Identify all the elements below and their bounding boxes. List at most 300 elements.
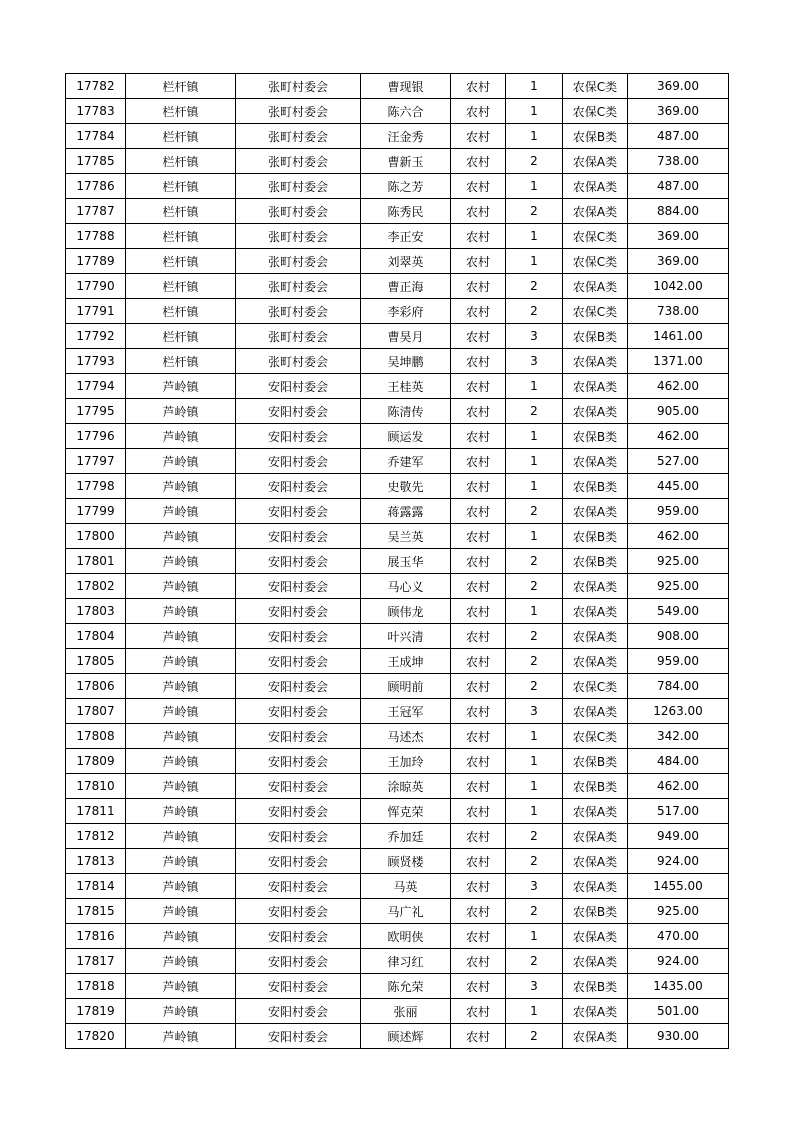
table-cell: 1 — [506, 999, 563, 1024]
table-cell: 924.00 — [628, 849, 729, 874]
table-cell: 342.00 — [628, 724, 729, 749]
table-row — [66, 149, 729, 174]
table-cell: 884.00 — [628, 199, 729, 224]
table-cell: 李彩府 — [361, 299, 451, 324]
table-row — [66, 124, 729, 149]
table-cell: 农村 — [451, 924, 506, 949]
table-row — [66, 749, 729, 774]
table-cell: 农村 — [451, 799, 506, 824]
table-cell: 924.00 — [628, 949, 729, 974]
table-cell: 欧明侠 — [361, 924, 451, 949]
table-cell: 17812 — [66, 824, 126, 849]
table-cell: 安阳村委会 — [236, 724, 361, 749]
table-cell: 安阳村委会 — [236, 424, 361, 449]
table-cell: 农保A类 — [563, 149, 628, 174]
table-cell: 栏杆镇 — [126, 249, 236, 274]
table-cell: 栏杆镇 — [126, 174, 236, 199]
table-cell: 2 — [506, 574, 563, 599]
table-cell: 栏杆镇 — [126, 324, 236, 349]
table-cell: 1 — [506, 224, 563, 249]
table-cell: 1 — [506, 724, 563, 749]
table-cell: 芦岭镇 — [126, 774, 236, 799]
table-cell: 顾运发 — [361, 424, 451, 449]
table-cell: 恽克荣 — [361, 799, 451, 824]
table-cell: 17809 — [66, 749, 126, 774]
table-cell: 叶兴清 — [361, 624, 451, 649]
table-cell: 369.00 — [628, 249, 729, 274]
table-cell: 527.00 — [628, 449, 729, 474]
table-cell: 顾述辉 — [361, 1024, 451, 1049]
table-cell: 安阳村委会 — [236, 499, 361, 524]
table-cell: 史敬先 — [361, 474, 451, 499]
table-cell: 安阳村委会 — [236, 574, 361, 599]
table-cell: 芦岭镇 — [126, 449, 236, 474]
table-row — [66, 599, 729, 624]
table-cell: 安阳村委会 — [236, 949, 361, 974]
table-cell: 农村 — [451, 649, 506, 674]
table-row — [66, 899, 729, 924]
table-cell: 安阳村委会 — [236, 599, 361, 624]
table-cell: 农保C类 — [563, 74, 628, 99]
table-cell: 农保B类 — [563, 324, 628, 349]
table-cell: 905.00 — [628, 399, 729, 424]
table-cell: 470.00 — [628, 924, 729, 949]
table-cell: 农保B类 — [563, 549, 628, 574]
table-cell: 安阳村委会 — [236, 624, 361, 649]
table-cell: 1 — [506, 799, 563, 824]
table-cell: 17799 — [66, 499, 126, 524]
table-cell: 栏杆镇 — [126, 74, 236, 99]
table-cell: 3 — [506, 699, 563, 724]
table-cell: 农村 — [451, 174, 506, 199]
table-cell: 17795 — [66, 399, 126, 424]
table-cell: 1 — [506, 374, 563, 399]
table-cell: 农保A类 — [563, 449, 628, 474]
table-cell: 农村 — [451, 574, 506, 599]
table-cell: 17807 — [66, 699, 126, 724]
table-cell: 张町村委会 — [236, 124, 361, 149]
table-row — [66, 849, 729, 874]
table-cell: 陈清传 — [361, 399, 451, 424]
table-cell: 张町村委会 — [236, 299, 361, 324]
table-cell: 17790 — [66, 274, 126, 299]
table-cell: 784.00 — [628, 674, 729, 699]
table-cell: 17789 — [66, 249, 126, 274]
table-cell: 芦岭镇 — [126, 799, 236, 824]
table-row — [66, 374, 729, 399]
table-cell: 1263.00 — [628, 699, 729, 724]
table-row — [66, 399, 729, 424]
table-cell: 农保B类 — [563, 524, 628, 549]
table-cell: 农保A类 — [563, 849, 628, 874]
table-cell: 农村 — [451, 424, 506, 449]
table-cell: 栏杆镇 — [126, 224, 236, 249]
table-cell: 安阳村委会 — [236, 674, 361, 699]
table-cell: 汪金秀 — [361, 124, 451, 149]
table-cell: 17820 — [66, 1024, 126, 1049]
table-row — [66, 949, 729, 974]
table-cell: 农保C类 — [563, 674, 628, 699]
table-cell: 549.00 — [628, 599, 729, 624]
table-cell: 农村 — [451, 724, 506, 749]
table-cell: 农保A类 — [563, 174, 628, 199]
table-cell: 1 — [506, 74, 563, 99]
table-cell: 农保C类 — [563, 99, 628, 124]
table-cell: 陈允荣 — [361, 974, 451, 999]
table-cell: 安阳村委会 — [236, 474, 361, 499]
table-row — [66, 674, 729, 699]
table-cell: 栏杆镇 — [126, 99, 236, 124]
table-cell: 农保B类 — [563, 749, 628, 774]
table-cell: 芦岭镇 — [126, 824, 236, 849]
table-cell: 农村 — [451, 549, 506, 574]
table-cell: 张丽 — [361, 999, 451, 1024]
table-cell: 487.00 — [628, 124, 729, 149]
table-cell: 农保A类 — [563, 624, 628, 649]
table-row — [66, 874, 729, 899]
table-cell: 3 — [506, 349, 563, 374]
table-row — [66, 549, 729, 574]
table-cell: 2 — [506, 849, 563, 874]
table-cell: 农保A类 — [563, 874, 628, 899]
table-cell: 925.00 — [628, 899, 729, 924]
table-row — [66, 974, 729, 999]
table-cell: 芦岭镇 — [126, 599, 236, 624]
table-row — [66, 274, 729, 299]
table-cell: 王桂英 — [361, 374, 451, 399]
table-cell: 农村 — [451, 99, 506, 124]
table-cell: 949.00 — [628, 824, 729, 849]
table-cell: 农村 — [451, 349, 506, 374]
table-cell: 农村 — [451, 824, 506, 849]
table-cell: 栏杆镇 — [126, 299, 236, 324]
table-cell: 律习红 — [361, 949, 451, 974]
table-cell: 1455.00 — [628, 874, 729, 899]
table-cell: 芦岭镇 — [126, 624, 236, 649]
table-cell: 17805 — [66, 649, 126, 674]
table-cell: 芦岭镇 — [126, 374, 236, 399]
table-cell: 展玉华 — [361, 549, 451, 574]
table-cell: 930.00 — [628, 1024, 729, 1049]
table-cell: 马广礼 — [361, 899, 451, 924]
table-row — [66, 1024, 729, 1049]
table-cell: 曹现银 — [361, 74, 451, 99]
table-cell: 芦岭镇 — [126, 424, 236, 449]
table-cell: 芦岭镇 — [126, 999, 236, 1024]
table-cell: 农保A类 — [563, 649, 628, 674]
table-cell: 2 — [506, 274, 563, 299]
table-cell: 2 — [506, 299, 563, 324]
table-cell: 17801 — [66, 549, 126, 574]
table-cell: 安阳村委会 — [236, 849, 361, 874]
table-row — [66, 99, 729, 124]
table-cell: 农保B类 — [563, 474, 628, 499]
table-cell: 3 — [506, 974, 563, 999]
table-row — [66, 574, 729, 599]
table-row — [66, 299, 729, 324]
table-cell: 芦岭镇 — [126, 699, 236, 724]
table-cell: 农村 — [451, 224, 506, 249]
table-cell: 2 — [506, 899, 563, 924]
table-cell: 17797 — [66, 449, 126, 474]
table-row — [66, 799, 729, 824]
table-cell: 17804 — [66, 624, 126, 649]
table-cell: 农村 — [451, 324, 506, 349]
table-cell: 农村 — [451, 949, 506, 974]
table-cell: 农保A类 — [563, 799, 628, 824]
table-cell: 农村 — [451, 499, 506, 524]
table-cell: 17784 — [66, 124, 126, 149]
table-cell: 17792 — [66, 324, 126, 349]
table-cell: 738.00 — [628, 299, 729, 324]
table-cell: 1 — [506, 424, 563, 449]
table-cell: 顾明前 — [361, 674, 451, 699]
table-cell: 517.00 — [628, 799, 729, 824]
table-cell: 17798 — [66, 474, 126, 499]
table-cell: 908.00 — [628, 624, 729, 649]
table-cell: 2 — [506, 1024, 563, 1049]
table-cell: 陈六合 — [361, 99, 451, 124]
table-cell: 农村 — [451, 674, 506, 699]
table-cell: 张町村委会 — [236, 324, 361, 349]
table-cell: 农保A类 — [563, 374, 628, 399]
table-cell: 17793 — [66, 349, 126, 374]
table-cell: 张町村委会 — [236, 249, 361, 274]
table-cell: 1371.00 — [628, 349, 729, 374]
table-cell: 17817 — [66, 949, 126, 974]
table-cell: 17810 — [66, 774, 126, 799]
table-cell: 农保A类 — [563, 399, 628, 424]
table-cell: 农村 — [451, 524, 506, 549]
table-cell: 安阳村委会 — [236, 449, 361, 474]
table-cell: 栏杆镇 — [126, 124, 236, 149]
table-cell: 农保C类 — [563, 249, 628, 274]
table-cell: 农村 — [451, 474, 506, 499]
table-row — [66, 424, 729, 449]
table-cell: 安阳村委会 — [236, 799, 361, 824]
table-cell: 2 — [506, 399, 563, 424]
table-cell: 吴兰英 — [361, 524, 451, 549]
table-cell: 925.00 — [628, 549, 729, 574]
table-cell: 农村 — [451, 374, 506, 399]
table-cell: 369.00 — [628, 74, 729, 99]
table-cell: 安阳村委会 — [236, 999, 361, 1024]
table-cell: 安阳村委会 — [236, 649, 361, 674]
table-cell: 1 — [506, 124, 563, 149]
table-cell: 芦岭镇 — [126, 749, 236, 774]
table-cell: 安阳村委会 — [236, 1024, 361, 1049]
table-cell: 农保A类 — [563, 699, 628, 724]
table-cell: 17814 — [66, 874, 126, 899]
table-cell: 栏杆镇 — [126, 199, 236, 224]
table-cell: 959.00 — [628, 649, 729, 674]
table-cell: 张町村委会 — [236, 349, 361, 374]
table-cell: 顾伟龙 — [361, 599, 451, 624]
table-row — [66, 174, 729, 199]
table-cell: 农保A类 — [563, 574, 628, 599]
table-cell: 17802 — [66, 574, 126, 599]
table-cell: 农村 — [451, 149, 506, 174]
table-body — [66, 74, 729, 1049]
table-cell: 1 — [506, 924, 563, 949]
table-cell: 农保A类 — [563, 349, 628, 374]
table-cell: 李正安 — [361, 224, 451, 249]
table-cell: 738.00 — [628, 149, 729, 174]
table-cell: 17783 — [66, 99, 126, 124]
table-cell: 农村 — [451, 199, 506, 224]
table-cell: 农保C类 — [563, 724, 628, 749]
table-cell: 张町村委会 — [236, 274, 361, 299]
table-cell: 农村 — [451, 399, 506, 424]
table-cell: 农村 — [451, 124, 506, 149]
table-cell: 17788 — [66, 224, 126, 249]
table-cell: 2 — [506, 949, 563, 974]
table-row — [66, 324, 729, 349]
table-cell: 安阳村委会 — [236, 699, 361, 724]
table-cell: 张町村委会 — [236, 174, 361, 199]
table-cell: 2 — [506, 149, 563, 174]
table-cell: 刘翠英 — [361, 249, 451, 274]
table-cell: 安阳村委会 — [236, 524, 361, 549]
table-cell: 2 — [506, 549, 563, 574]
table-cell: 农保A类 — [563, 824, 628, 849]
table-cell: 安阳村委会 — [236, 374, 361, 399]
table-cell: 17803 — [66, 599, 126, 624]
table-cell: 2 — [506, 649, 563, 674]
table-cell: 农保B类 — [563, 424, 628, 449]
table-row — [66, 999, 729, 1024]
table-cell: 安阳村委会 — [236, 549, 361, 574]
table-cell: 17813 — [66, 849, 126, 874]
table-cell: 吴坤鹏 — [361, 349, 451, 374]
table-cell: 农保A类 — [563, 1024, 628, 1049]
table-row — [66, 699, 729, 724]
table-cell: 涂晾英 — [361, 774, 451, 799]
table-cell: 17808 — [66, 724, 126, 749]
table-cell: 芦岭镇 — [126, 524, 236, 549]
table-cell: 445.00 — [628, 474, 729, 499]
table-cell: 501.00 — [628, 999, 729, 1024]
table-cell: 芦岭镇 — [126, 499, 236, 524]
table-row — [66, 474, 729, 499]
table-cell: 芦岭镇 — [126, 949, 236, 974]
table-cell: 农保A类 — [563, 274, 628, 299]
table-row — [66, 924, 729, 949]
table-cell: 17786 — [66, 174, 126, 199]
table-cell: 农保C类 — [563, 299, 628, 324]
table-cell: 芦岭镇 — [126, 549, 236, 574]
table-cell: 17794 — [66, 374, 126, 399]
table-cell: 陈秀民 — [361, 199, 451, 224]
table-cell: 农保A类 — [563, 949, 628, 974]
table-cell: 安阳村委会 — [236, 399, 361, 424]
table-cell: 1435.00 — [628, 974, 729, 999]
table-cell: 马心义 — [361, 574, 451, 599]
table-cell: 487.00 — [628, 174, 729, 199]
table-cell: 农保A类 — [563, 924, 628, 949]
table-cell: 王加玲 — [361, 749, 451, 774]
table-cell: 芦岭镇 — [126, 574, 236, 599]
table-cell: 芦岭镇 — [126, 724, 236, 749]
table-cell: 芦岭镇 — [126, 399, 236, 424]
table-cell: 1 — [506, 174, 563, 199]
table-cell: 1 — [506, 474, 563, 499]
table-cell: 乔建军 — [361, 449, 451, 474]
table-cell: 农村 — [451, 624, 506, 649]
table-cell: 2 — [506, 824, 563, 849]
table-cell: 安阳村委会 — [236, 874, 361, 899]
table-cell: 乔加廷 — [361, 824, 451, 849]
table-row — [66, 74, 729, 99]
table-cell: 1 — [506, 774, 563, 799]
table-cell: 369.00 — [628, 99, 729, 124]
table-cell: 959.00 — [628, 499, 729, 524]
table-cell: 2 — [506, 624, 563, 649]
table-cell: 462.00 — [628, 524, 729, 549]
table-cell: 农村 — [451, 774, 506, 799]
table-cell: 农保C类 — [563, 224, 628, 249]
table-cell: 芦岭镇 — [126, 1024, 236, 1049]
table-cell: 安阳村委会 — [236, 899, 361, 924]
table-cell: 农村 — [451, 999, 506, 1024]
table-cell: 栏杆镇 — [126, 274, 236, 299]
table-row — [66, 649, 729, 674]
table-cell: 曹正海 — [361, 274, 451, 299]
table-cell: 17806 — [66, 674, 126, 699]
table-cell: 农保A类 — [563, 499, 628, 524]
table-cell: 马英 — [361, 874, 451, 899]
table-row — [66, 499, 729, 524]
table-cell: 张町村委会 — [236, 99, 361, 124]
table-row — [66, 349, 729, 374]
table-row — [66, 724, 729, 749]
table-row — [66, 774, 729, 799]
table-cell: 农村 — [451, 849, 506, 874]
table-cell: 农村 — [451, 74, 506, 99]
table-cell: 农村 — [451, 274, 506, 299]
table-cell: 王成坤 — [361, 649, 451, 674]
table-cell: 农村 — [451, 974, 506, 999]
table-row — [66, 449, 729, 474]
table-cell: 张町村委会 — [236, 199, 361, 224]
table-cell: 农保B类 — [563, 774, 628, 799]
table-cell: 462.00 — [628, 774, 729, 799]
table-cell: 农村 — [451, 449, 506, 474]
table-cell: 3 — [506, 324, 563, 349]
table-cell: 2 — [506, 499, 563, 524]
table-cell: 芦岭镇 — [126, 849, 236, 874]
table-cell: 17819 — [66, 999, 126, 1024]
table-cell: 17785 — [66, 149, 126, 174]
table-cell: 芦岭镇 — [126, 899, 236, 924]
table-cell: 2 — [506, 199, 563, 224]
table-cell: 栏杆镇 — [126, 149, 236, 174]
pension-table — [65, 73, 729, 1049]
table-cell: 张町村委会 — [236, 224, 361, 249]
table-cell: 17816 — [66, 924, 126, 949]
table-cell: 462.00 — [628, 424, 729, 449]
table-cell: 栏杆镇 — [126, 349, 236, 374]
table-cell: 484.00 — [628, 749, 729, 774]
table-cell: 芦岭镇 — [126, 474, 236, 499]
table-cell: 农保A类 — [563, 999, 628, 1024]
table-cell: 17800 — [66, 524, 126, 549]
table-cell: 芦岭镇 — [126, 924, 236, 949]
table-cell: 农保A类 — [563, 199, 628, 224]
table-cell: 1 — [506, 599, 563, 624]
table-cell: 王冠军 — [361, 699, 451, 724]
table-cell: 1 — [506, 524, 563, 549]
